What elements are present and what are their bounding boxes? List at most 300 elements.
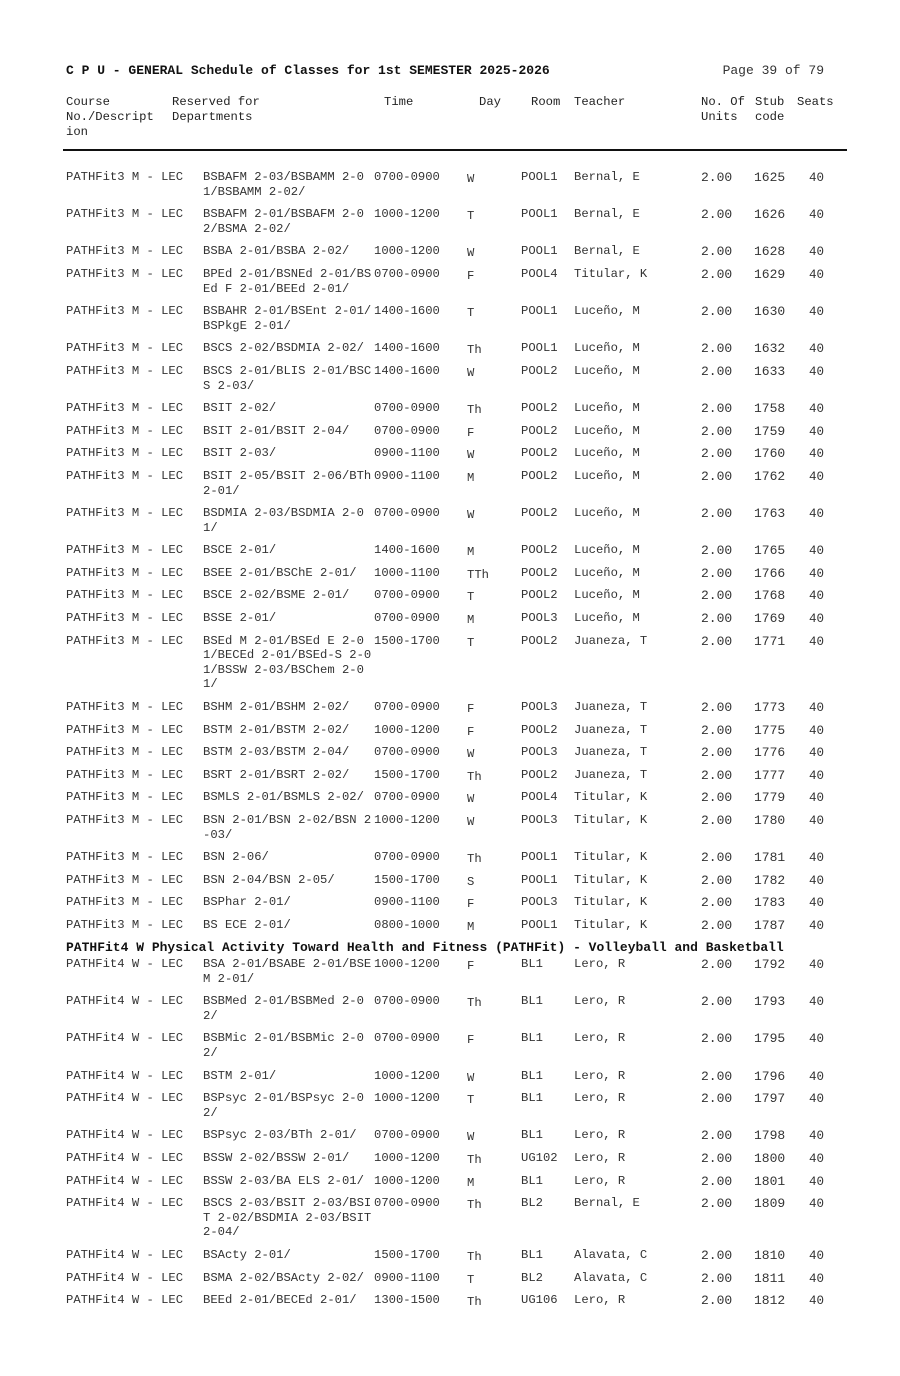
- time-cell: 0700-0900: [374, 266, 440, 281]
- seats-cell: 40: [809, 701, 825, 716]
- course-cell: PATHFit3 M - LEC: [66, 588, 184, 603]
- room-cell: POOL3: [521, 745, 558, 760]
- time-cell: 0900-1100: [374, 895, 440, 910]
- course-cell: PATHFit3 M - LEC: [66, 767, 184, 782]
- course-cell: PATHFit3 M - LEC: [66, 633, 184, 648]
- time-cell: 0700-0900: [374, 1196, 440, 1211]
- units-cell: 2.00: [701, 341, 733, 357]
- seats-cell: 40: [809, 1197, 825, 1212]
- time-cell: 0700-0900: [374, 994, 440, 1009]
- teacher-cell: Bernal, E: [574, 207, 640, 222]
- day-cell: W: [467, 1130, 475, 1145]
- room-cell: UG102: [521, 1151, 558, 1166]
- time-cell: 1000-1200: [374, 1151, 440, 1166]
- time-cell: 1000-1100: [374, 565, 440, 580]
- day-cell: W: [467, 792, 475, 807]
- table-row: [66, 444, 846, 467]
- reserved-cell: BSBAHR 2-01/BSEnt 2-01/BSPkgE 2-01/: [203, 304, 372, 333]
- seats-cell: 40: [809, 342, 825, 357]
- table-row: [66, 1269, 846, 1292]
- seats-cell: 40: [809, 814, 825, 829]
- time-cell: 0700-0900: [374, 700, 440, 715]
- table-row: [66, 422, 846, 445]
- stub-cell: 1633: [754, 363, 786, 379]
- room-cell: POOL2: [521, 423, 558, 438]
- reserved-cell: BSCE 2-02/BSME 2-01/: [203, 588, 350, 603]
- teacher-cell: Bernal, E: [574, 244, 640, 259]
- seats-cell: 40: [809, 918, 825, 933]
- seats-cell: 40: [809, 507, 825, 522]
- time-cell: 0900-1100: [374, 468, 440, 483]
- day-cell: F: [467, 959, 475, 974]
- column-header-course: Course No./Descript ion: [66, 95, 154, 139]
- stub-cell: 1773: [754, 700, 786, 716]
- table-row: [66, 467, 846, 504]
- seats-cell: 40: [809, 1249, 825, 1263]
- teacher-cell: Lero, R: [574, 994, 626, 1009]
- units-cell: 2.00: [701, 1128, 733, 1144]
- stub-cell: 1628: [754, 244, 786, 260]
- seats-cell: 40: [809, 873, 825, 888]
- stub-cell: 1632: [754, 341, 786, 357]
- teacher-cell: Juaneza, T: [574, 722, 648, 737]
- day-cell: Th: [467, 996, 482, 1011]
- teacher-cell: Lero, R: [574, 1091, 626, 1106]
- table-row: [66, 632, 846, 698]
- reserved-cell: BSN 2-04/BSN 2-05/: [203, 872, 335, 887]
- table-row: [66, 788, 846, 811]
- time-cell: 1000-1200: [374, 813, 440, 828]
- room-cell: UG106: [521, 1293, 558, 1308]
- table-row: [66, 992, 846, 1029]
- seats-cell: 40: [809, 544, 825, 559]
- time-cell: 1000-1200: [374, 207, 440, 222]
- day-cell: T: [467, 635, 475, 650]
- time-cell: 1500-1700: [374, 1248, 440, 1262]
- reserved-cell: BSPhar 2-01/: [203, 895, 291, 910]
- room-cell: POOL3: [521, 895, 558, 910]
- room-cell: BL1: [521, 1031, 543, 1046]
- units-cell: 2.00: [701, 767, 733, 783]
- time-cell: 1000-1200: [374, 244, 440, 259]
- table-row: [66, 1246, 846, 1269]
- time-cell: 0700-0900: [374, 745, 440, 760]
- day-cell: W: [467, 365, 475, 380]
- day-cell: T: [467, 209, 475, 224]
- seats-cell: 40: [809, 402, 825, 417]
- header-divider: [63, 149, 847, 151]
- seats-cell: 40: [809, 723, 825, 738]
- table-row: [66, 504, 846, 541]
- time-cell: 1400-1600: [374, 363, 440, 378]
- units-cell: 2.00: [701, 611, 733, 627]
- seats-cell: 40: [809, 958, 825, 973]
- teacher-cell: Juaneza, T: [574, 767, 648, 782]
- teacher-cell: Luceño, M: [574, 341, 640, 356]
- table-row: [66, 1194, 846, 1246]
- stub-cell: 1797: [754, 1091, 786, 1107]
- room-cell: POOL1: [521, 341, 558, 356]
- room-cell: POOL4: [521, 266, 558, 281]
- units-cell: 2.00: [701, 850, 733, 866]
- table-row: [66, 205, 846, 242]
- stub-cell: 1771: [754, 633, 786, 649]
- course-cell: PATHFit3 M - LEC: [66, 813, 184, 828]
- stub-cell: 1763: [754, 506, 786, 522]
- time-cell: 0900-1100: [374, 1270, 440, 1285]
- day-cell: Th: [467, 769, 482, 784]
- stub-cell: 1781: [754, 850, 786, 866]
- time-cell: 1400-1600: [374, 543, 440, 558]
- units-cell: 2.00: [701, 565, 733, 581]
- time-cell: 0700-0900: [374, 423, 440, 438]
- teacher-cell: Titular, K: [574, 895, 648, 910]
- table-row: [66, 1126, 846, 1149]
- table-row: [66, 168, 846, 205]
- day-cell: Th: [467, 1295, 482, 1310]
- time-cell: 1000-1200: [374, 722, 440, 737]
- table-row: [66, 743, 846, 766]
- teacher-cell: Titular, K: [574, 850, 648, 865]
- stub-cell: 1777: [754, 767, 786, 783]
- table-row: [66, 302, 846, 339]
- stub-cell: 1811: [754, 1270, 786, 1286]
- table-row: [66, 399, 846, 422]
- time-cell: 0700-0900: [374, 506, 440, 521]
- reserved-cell: BSEd M 2-01/BSEd E 2-01/BECEd 2-01/BSEd-S 2-01/BSSW 2-03/BSChem 2-01/: [203, 633, 372, 692]
- reserved-cell: BSTM 2-01/BSTM 2-02/: [203, 722, 350, 737]
- room-cell: POOL1: [521, 304, 558, 319]
- day-cell: T: [467, 306, 475, 321]
- units-cell: 2.00: [701, 957, 733, 973]
- course-cell: PATHFit3 M - LEC: [66, 423, 184, 438]
- seats-cell: 40: [809, 424, 825, 439]
- stub-cell: 1629: [754, 266, 786, 282]
- room-cell: POOL3: [521, 813, 558, 828]
- units-cell: 2.00: [701, 1031, 733, 1047]
- course-cell: PATHFit4 W - LEC: [66, 1068, 184, 1083]
- seats-cell: 40: [809, 746, 825, 761]
- day-cell: Th: [467, 1250, 482, 1264]
- seats-cell: 40: [809, 589, 825, 604]
- table-row: [66, 242, 846, 265]
- seats-cell: 40: [809, 1032, 825, 1047]
- stub-cell: 1801: [754, 1173, 786, 1189]
- time-cell: 1500-1700: [374, 633, 440, 648]
- units-cell: 2.00: [701, 1293, 733, 1309]
- reserved-cell: BSPsyc 2-01/BSPsyc 2-02/: [203, 1091, 364, 1120]
- course-cell: PATHFit4 W - LEC: [66, 1293, 184, 1308]
- teacher-cell: Titular, K: [574, 790, 648, 805]
- room-cell: POOL2: [521, 565, 558, 580]
- day-cell: T: [467, 590, 475, 605]
- reserved-cell: BS ECE 2-01/: [203, 917, 291, 932]
- units-cell: 2.00: [701, 790, 733, 806]
- stub-cell: 1782: [754, 872, 786, 888]
- teacher-cell: Luceño, M: [574, 543, 640, 558]
- room-cell: POOL2: [521, 446, 558, 461]
- course-cell: PATHFit4 W - LEC: [66, 1196, 184, 1211]
- course-cell: PATHFit3 M - LEC: [66, 722, 184, 737]
- room-cell: POOL2: [521, 722, 558, 737]
- course-cell: PATHFit3 M - LEC: [66, 304, 184, 319]
- course-cell: PATHFit3 M - LEC: [66, 745, 184, 760]
- units-cell: 2.00: [701, 994, 733, 1010]
- table-row: [66, 811, 846, 848]
- page-number: Page 39 of 79: [722, 63, 824, 78]
- reserved-cell: BSTM 2-03/BSTM 2-04/: [203, 745, 350, 760]
- units-cell: 2.00: [701, 363, 733, 379]
- day-cell: W: [467, 815, 475, 830]
- stub-cell: 1630: [754, 304, 786, 320]
- stub-cell: 1758: [754, 401, 786, 417]
- time-cell: 1400-1600: [374, 304, 440, 319]
- units-cell: 2.00: [701, 506, 733, 522]
- day-cell: W: [467, 508, 475, 523]
- stub-cell: 1798: [754, 1128, 786, 1144]
- time-cell: 1000-1200: [374, 1173, 440, 1188]
- day-cell: T: [467, 1093, 475, 1108]
- seats-cell: 40: [809, 896, 825, 911]
- seats-cell: 40: [809, 1294, 825, 1309]
- stub-cell: 1765: [754, 543, 786, 559]
- time-cell: 0900-1100: [374, 446, 440, 461]
- time-cell: 0700-0900: [374, 1031, 440, 1046]
- table-row: [66, 766, 846, 789]
- course-cell: PATHFit3 M - LEC: [66, 611, 184, 626]
- reserved-cell: BSActy 2-01/: [203, 1248, 291, 1262]
- time-cell: 1400-1600: [374, 341, 440, 356]
- table-row: [66, 1067, 846, 1090]
- seats-cell: 40: [809, 1174, 825, 1189]
- day-cell: M: [467, 1175, 475, 1190]
- reserved-cell: BSIT 2-02/: [203, 401, 277, 416]
- table-row: [66, 609, 846, 632]
- teacher-cell: Titular, K: [574, 266, 648, 281]
- table-row: [66, 541, 846, 564]
- teacher-cell: Luceño, M: [574, 611, 640, 626]
- units-cell: 2.00: [701, 266, 733, 282]
- stub-cell: 1779: [754, 790, 786, 806]
- seats-cell: 40: [809, 612, 825, 627]
- time-cell: 1000-1200: [374, 957, 440, 972]
- day-cell: Th: [467, 852, 482, 867]
- units-cell: 2.00: [701, 633, 733, 649]
- day-cell: W: [467, 747, 475, 762]
- stub-cell: 1775: [754, 722, 786, 738]
- teacher-cell: Titular, K: [574, 917, 648, 932]
- course-cell: PATHFit3 M - LEC: [66, 506, 184, 521]
- teacher-cell: Luceño, M: [574, 468, 640, 483]
- units-cell: 2.00: [701, 722, 733, 738]
- stub-cell: 1762: [754, 468, 786, 484]
- day-cell: Th: [467, 343, 482, 358]
- units-cell: 2.00: [701, 813, 733, 829]
- reserved-cell: BSHM 2-01/BSHM 2-02/: [203, 700, 350, 715]
- seats-cell: 40: [809, 1092, 825, 1107]
- seats-cell: 40: [809, 364, 825, 379]
- reserved-cell: BSPsyc 2-03/BTh 2-01/: [203, 1128, 357, 1143]
- seats-cell: 40: [809, 995, 825, 1010]
- teacher-cell: Juaneza, T: [574, 700, 648, 715]
- units-cell: 2.00: [701, 423, 733, 439]
- seats-cell: 40: [809, 791, 825, 806]
- table-row: [66, 1029, 846, 1066]
- seats-cell: 40: [809, 1129, 825, 1144]
- room-cell: POOL2: [521, 543, 558, 558]
- time-cell: 1000-1200: [374, 1091, 440, 1106]
- table-row: [66, 955, 846, 992]
- room-cell: POOL2: [521, 767, 558, 782]
- day-cell: Th: [467, 1153, 482, 1168]
- room-cell: BL1: [521, 994, 543, 1009]
- table-row: [66, 871, 846, 894]
- course-cell: PATHFit3 M - LEC: [66, 170, 184, 184]
- units-cell: 2.00: [701, 588, 733, 604]
- column-header-units: No. Of Units: [701, 95, 745, 124]
- room-cell: POOL1: [521, 170, 558, 184]
- teacher-cell: Lero, R: [574, 1068, 626, 1083]
- teacher-cell: Bernal, E: [574, 170, 640, 184]
- stub-cell: 1809: [754, 1196, 786, 1212]
- reserved-cell: BSEE 2-01/BSChE 2-01/: [203, 565, 357, 580]
- units-cell: 2.00: [701, 1173, 733, 1189]
- table-row: [66, 339, 846, 362]
- teacher-cell: Lero, R: [574, 1128, 626, 1143]
- day-cell: W: [467, 448, 475, 463]
- reserved-cell: BSCS 2-01/BLIS 2-01/BSCS 2-03/: [203, 363, 372, 393]
- course-cell: PATHFit3 M - LEC: [66, 790, 184, 805]
- table-row: [66, 362, 846, 399]
- reserved-cell: BSBMed 2-01/BSBMed 2-02/: [203, 994, 364, 1023]
- room-cell: POOL1: [521, 872, 558, 887]
- reserved-cell: BSTM 2-01/: [203, 1068, 277, 1083]
- reserved-cell: BSSW 2-02/BSSW 2-01/: [203, 1151, 350, 1166]
- reserved-cell: BSIT 2-01/BSIT 2-04/: [203, 423, 350, 438]
- day-cell: M: [467, 545, 475, 560]
- day-cell: Th: [467, 1198, 482, 1213]
- course-cell: PATHFit3 M - LEC: [66, 446, 184, 461]
- reserved-cell: BSMA 2-02/BSActy 2-02/: [203, 1270, 364, 1285]
- stub-cell: 1810: [754, 1248, 786, 1263]
- column-header-reserved: Reserved for Departments: [172, 95, 260, 124]
- course-cell: PATHFit3 M - LEC: [66, 895, 184, 910]
- seats-cell: 40: [809, 447, 825, 462]
- time-cell: 1500-1700: [374, 767, 440, 782]
- room-cell: POOL3: [521, 700, 558, 715]
- teacher-cell: Lero, R: [574, 1293, 626, 1308]
- reserved-cell: BSBAFM 2-03/BSBAMM 2-01/BSBAMM 2-02/: [203, 170, 364, 199]
- page-title: C P U - GENERAL Schedule of Classes for 1st SEMESTER 2025-2026: [66, 63, 550, 78]
- units-cell: 2.00: [701, 745, 733, 761]
- seats-cell: 40: [809, 208, 825, 223]
- seats-cell: 40: [809, 851, 825, 866]
- room-cell: BL2: [521, 1270, 543, 1285]
- course-cell: PATHFit3 M - LEC: [66, 565, 184, 580]
- day-cell: Th: [467, 403, 482, 418]
- day-cell: TTh: [467, 567, 489, 582]
- stub-cell: 1759: [754, 423, 786, 439]
- units-cell: 2.00: [701, 700, 733, 716]
- reserved-cell: BSBMic 2-01/BSBMic 2-02/: [203, 1031, 364, 1061]
- room-cell: POOL2: [521, 633, 558, 648]
- day-cell: F: [467, 1033, 475, 1048]
- stub-cell: 1792: [754, 957, 786, 973]
- column-header-stub: Stub code: [755, 95, 785, 124]
- units-cell: 2.00: [701, 1091, 733, 1107]
- course-cell: PATHFit4 W - LEC: [66, 1151, 184, 1166]
- reserved-cell: BSBA 2-01/BSBA 2-02/: [203, 244, 350, 259]
- seats-cell: 40: [809, 245, 825, 260]
- stub-cell: 1793: [754, 994, 786, 1010]
- room-cell: POOL2: [521, 468, 558, 483]
- course-cell: PATHFit3 M - LEC: [66, 543, 184, 558]
- teacher-cell: Lero, R: [574, 1173, 626, 1188]
- reserved-cell: BPEd 2-01/BSNEd 2-01/BSEd F 2-01/BEEd 2-01/: [203, 266, 372, 296]
- room-cell: BL1: [521, 1091, 543, 1106]
- course-cell: PATHFit4 W - LEC: [66, 1128, 184, 1143]
- stub-cell: 1800: [754, 1151, 786, 1167]
- reserved-cell: BSCS 2-03/BSIT 2-03/BSIT 2-02/BSDMIA 2-03/BSIT 2-04/: [203, 1196, 372, 1240]
- course-cell: PATHFit3 M - LEC: [66, 363, 184, 378]
- units-cell: 2.00: [701, 244, 733, 260]
- room-cell: POOL2: [521, 401, 558, 416]
- teacher-cell: Titular, K: [574, 872, 648, 887]
- reserved-cell: BEEd 2-01/BECEd 2-01/: [203, 1293, 357, 1308]
- reserved-cell: BSDMIA 2-03/BSDMIA 2-01/: [203, 506, 364, 535]
- table-row: [66, 1149, 846, 1172]
- section-title: PATHFit4 W Physical Activity Toward Health and Fitness (PATHFit) - Volleyball and Basketball: [66, 939, 784, 955]
- reserved-cell: BSIT 2-05/BSIT 2-06/BTh 2-01/: [203, 468, 372, 498]
- units-cell: 2.00: [701, 1270, 733, 1286]
- table-row: [66, 1089, 846, 1126]
- units-cell: 2.00: [701, 446, 733, 462]
- time-cell: 1500-1700: [374, 872, 440, 887]
- day-cell: F: [467, 897, 475, 912]
- table-row: [66, 916, 846, 939]
- column-headers: [66, 95, 846, 143]
- reserved-cell: BSA 2-01/BSABE 2-01/BSEM 2-01/: [203, 957, 372, 986]
- day-cell: F: [467, 702, 475, 717]
- time-cell: 0700-0900: [374, 588, 440, 603]
- course-cell: PATHFit3 M - LEC: [66, 266, 184, 281]
- seats-cell: 40: [809, 566, 825, 581]
- stub-cell: 1625: [754, 170, 786, 185]
- schedule-table: [66, 168, 846, 1314]
- day-cell: M: [467, 470, 475, 485]
- teacher-cell: Luceño, M: [574, 588, 640, 603]
- column-header-time: Time: [384, 95, 414, 109]
- stub-cell: 1760: [754, 446, 786, 462]
- room-cell: POOL1: [521, 850, 558, 865]
- stub-cell: 1812: [754, 1293, 786, 1309]
- reserved-cell: BSN 2-06/: [203, 850, 269, 865]
- table-row: [66, 893, 846, 916]
- units-cell: 2.00: [701, 304, 733, 320]
- units-cell: 2.00: [701, 401, 733, 417]
- room-cell: POOL1: [521, 917, 558, 932]
- course-cell: PATHFit3 M - LEC: [66, 872, 184, 887]
- time-cell: 1300-1500: [374, 1293, 440, 1308]
- reserved-cell: BSIT 2-03/: [203, 446, 277, 461]
- time-cell: 0700-0900: [374, 401, 440, 416]
- teacher-cell: Alavata, C: [574, 1248, 648, 1262]
- time-cell: 0700-0900: [374, 611, 440, 626]
- room-cell: POOL1: [521, 244, 558, 259]
- reserved-cell: BSSE 2-01/: [203, 611, 277, 626]
- table-row: [66, 721, 846, 744]
- teacher-cell: Juaneza, T: [574, 745, 648, 760]
